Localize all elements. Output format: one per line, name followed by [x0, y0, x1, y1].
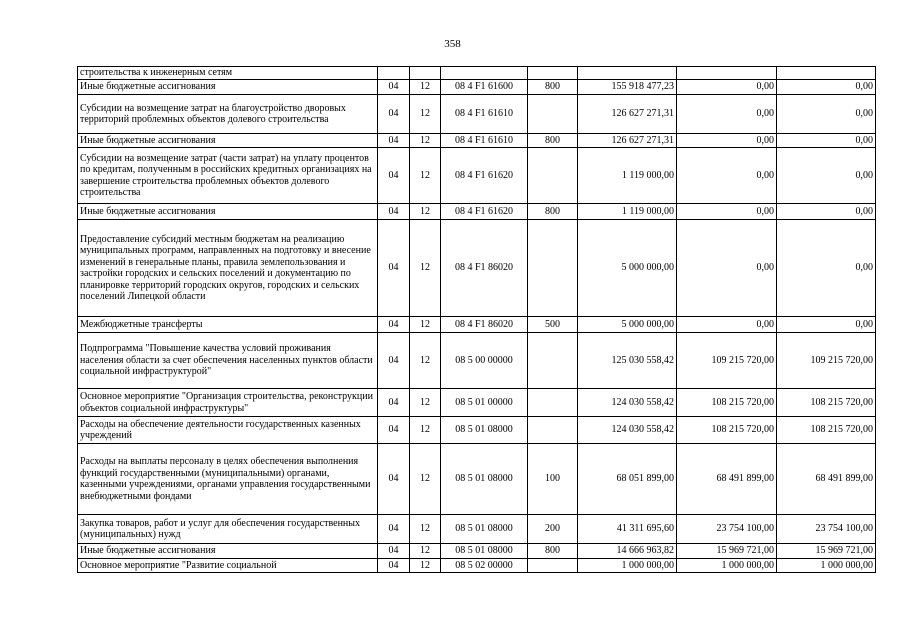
cell-sum-year-2: 0,00 — [677, 80, 777, 95]
cell-sum-year-3: 23 754 100,00 — [777, 515, 876, 544]
cell-name: Межбюджетные трансферты — [78, 317, 378, 333]
cell-section: 04 — [378, 134, 410, 148]
table-row — [78, 220, 876, 317]
cell-sum-year-2: 0,00 — [677, 317, 777, 333]
cell-target-article: 08 5 01 08000 — [441, 417, 528, 444]
cell-sum-year-3: 0,00 — [777, 80, 876, 95]
cell-name: Иные бюджетные ассигнования — [78, 134, 378, 148]
cell-name: Расходы на выплаты персоналу в целях обеспечения выполнения функций государственными (муниципальными) органами, казенными учреждениями, органами управления государственными внебюджетными фондами — [78, 444, 378, 515]
cell-name: Основное мероприятие "Развитие социальной — [78, 559, 378, 573]
cell-expense-type: 100 — [528, 444, 578, 515]
cell-sum-year-1: 14 666 963,82 — [578, 544, 677, 559]
cell-sum-year-2: 0,00 — [677, 134, 777, 148]
cell-target-article: 08 4 F1 86020 — [441, 317, 528, 333]
cell-expense-type: 500 — [528, 317, 578, 333]
cell-section: 04 — [378, 220, 410, 317]
cell-sum-year-1: 126 627 271,31 — [578, 134, 677, 148]
cell-sum-year-3: 0,00 — [777, 204, 876, 220]
cell-section: 04 — [378, 95, 410, 134]
cell-target-article: 08 5 02 00000 — [441, 559, 528, 573]
cell-sum-year-3: 0,00 — [777, 95, 876, 134]
cell-name: Расходы на обеспечение деятельности государственных казенных учреждений — [78, 417, 378, 444]
table-row — [78, 134, 876, 148]
cell-sum-year-2: 15 969 721,00 — [677, 544, 777, 559]
cell-subsection: 12 — [410, 134, 441, 148]
table-row — [78, 333, 876, 389]
table-row — [78, 515, 876, 544]
cell-section: 04 — [378, 389, 410, 417]
cell-expense-type: 800 — [528, 544, 578, 559]
cell-expense-type — [528, 559, 578, 573]
cell-name: Предоставление субсидий местным бюджетам на реализацию муниципальных программ, направленных на подготовку и внесение изменений в генеральные планы, правила землепользования и застройки городских и сельских поселений и документацию по планировке территорий городских округов, городских и сельских поселений Липецкой области — [78, 220, 378, 317]
cell-sum-year-1: 124 030 558,42 — [578, 417, 677, 444]
cell-target-article: 08 5 01 08000 — [441, 515, 528, 544]
cell-name: Субсидии на возмещение затрат на благоустройство дворовых территорий проблемных объектов долевого строительства — [78, 95, 378, 134]
table-row — [78, 389, 876, 417]
cell-subsection: 12 — [410, 444, 441, 515]
cell-subsection: 12 — [410, 544, 441, 559]
cell-expense-type — [528, 95, 578, 134]
cell-subsection: 12 — [410, 417, 441, 444]
cell-target-article: 08 4 F1 61610 — [441, 134, 528, 148]
cell-sum-year-3 — [777, 67, 876, 80]
table-row — [78, 80, 876, 95]
cell-target-article: 08 5 01 08000 — [441, 444, 528, 515]
cell-sum-year-3: 0,00 — [777, 148, 876, 204]
cell-name: Субсидии на возмещение затрат (части затрат) на уплату процентов по кредитам, полученным в российских кредитных организациях на завершение строительства проблемных объектов долевого строительства — [78, 148, 378, 204]
cell-sum-year-1: 1 119 000,00 — [578, 204, 677, 220]
table-row — [78, 317, 876, 333]
budget-table — [77, 66, 876, 573]
cell-expense-type: 800 — [528, 204, 578, 220]
cell-sum-year-1 — [578, 67, 677, 80]
cell-name: Иные бюджетные ассигнования — [78, 544, 378, 559]
cell-sum-year-3: 0,00 — [777, 134, 876, 148]
cell-sum-year-1: 5 000 000,00 — [578, 317, 677, 333]
cell-sum-year-2: 108 215 720,00 — [677, 417, 777, 444]
cell-subsection: 12 — [410, 148, 441, 204]
cell-sum-year-3: 1 000 000,00 — [777, 559, 876, 573]
cell-expense-type: 800 — [528, 134, 578, 148]
cell-section: 04 — [378, 444, 410, 515]
cell-sum-year-2: 0,00 — [677, 95, 777, 134]
cell-sum-year-2 — [677, 67, 777, 80]
cell-expense-type: 800 — [528, 80, 578, 95]
cell-sum-year-1: 5 000 000,00 — [578, 220, 677, 317]
cell-target-article: 08 4 F1 61610 — [441, 95, 528, 134]
cell-name: Иные бюджетные ассигнования — [78, 204, 378, 220]
cell-name: строительства к инженерным сетям — [78, 67, 378, 80]
table-row — [78, 444, 876, 515]
page-number: 358 — [444, 38, 461, 50]
table-row — [78, 559, 876, 573]
cell-sum-year-3: 108 215 720,00 — [777, 389, 876, 417]
cell-section: 04 — [378, 80, 410, 95]
cell-subsection — [410, 67, 441, 80]
cell-section — [378, 67, 410, 80]
cell-subsection: 12 — [410, 204, 441, 220]
cell-sum-year-1: 41 311 695,60 — [578, 515, 677, 544]
cell-sum-year-3: 0,00 — [777, 317, 876, 333]
table-row — [78, 204, 876, 220]
cell-section: 04 — [378, 317, 410, 333]
cell-name: Основное мероприятие "Организация строительства, реконструкции объектов социальной инфраструктуры" — [78, 389, 378, 417]
table-row — [78, 67, 876, 80]
cell-sum-year-1: 124 030 558,42 — [578, 389, 677, 417]
cell-target-article: 08 5 00 00000 — [441, 333, 528, 389]
cell-sum-year-1: 68 051 899,00 — [578, 444, 677, 515]
table-row — [78, 148, 876, 204]
cell-subsection: 12 — [410, 80, 441, 95]
cell-sum-year-2: 109 215 720,00 — [677, 333, 777, 389]
cell-expense-type — [528, 417, 578, 444]
cell-sum-year-2: 0,00 — [677, 148, 777, 204]
cell-sum-year-3: 109 215 720,00 — [777, 333, 876, 389]
cell-subsection: 12 — [410, 220, 441, 317]
cell-subsection: 12 — [410, 515, 441, 544]
cell-expense-type — [528, 67, 578, 80]
cell-sum-year-3: 15 969 721,00 — [777, 544, 876, 559]
cell-expense-type — [528, 389, 578, 417]
cell-section: 04 — [378, 544, 410, 559]
cell-sum-year-3: 108 215 720,00 — [777, 417, 876, 444]
cell-subsection: 12 — [410, 389, 441, 417]
cell-section: 04 — [378, 417, 410, 444]
cell-sum-year-2: 108 215 720,00 — [677, 389, 777, 417]
table-row — [78, 95, 876, 134]
cell-name: Иные бюджетные ассигнования — [78, 80, 378, 95]
cell-sum-year-1: 155 918 477,23 — [578, 80, 677, 95]
table-row — [78, 417, 876, 444]
cell-subsection: 12 — [410, 95, 441, 134]
cell-target-article: 08 4 F1 61620 — [441, 204, 528, 220]
cell-sum-year-2: 0,00 — [677, 220, 777, 317]
cell-sum-year-1: 1 119 000,00 — [578, 148, 677, 204]
cell-target-article: 08 5 01 08000 — [441, 544, 528, 559]
cell-sum-year-2: 68 491 899,00 — [677, 444, 777, 515]
cell-name: Подпрограмма "Повышение качества условий проживания населения области за счет обеспечения населенных пунктов области социальной инфраструктурой" — [78, 333, 378, 389]
cell-expense-type — [528, 220, 578, 317]
cell-subsection: 12 — [410, 559, 441, 573]
cell-sum-year-2: 23 754 100,00 — [677, 515, 777, 544]
cell-section: 04 — [378, 333, 410, 389]
cell-target-article — [441, 67, 528, 80]
cell-expense-type — [528, 333, 578, 389]
cell-target-article: 08 4 F1 61600 — [441, 80, 528, 95]
cell-target-article: 08 5 01 00000 — [441, 389, 528, 417]
cell-sum-year-2: 0,00 — [677, 204, 777, 220]
cell-subsection: 12 — [410, 317, 441, 333]
cell-target-article: 08 4 F1 86020 — [441, 220, 528, 317]
cell-sum-year-2: 1 000 000,00 — [677, 559, 777, 573]
cell-sum-year-1: 1 000 000,00 — [578, 559, 677, 573]
cell-sum-year-1: 125 030 558,42 — [578, 333, 677, 389]
table-row — [78, 544, 876, 559]
cell-section: 04 — [378, 559, 410, 573]
cell-subsection: 12 — [410, 333, 441, 389]
cell-section: 04 — [378, 515, 410, 544]
cell-section: 04 — [378, 204, 410, 220]
cell-name: Закупка товаров, работ и услуг для обеспечения государственных (муниципальных) нужд — [78, 515, 378, 544]
cell-expense-type — [528, 148, 578, 204]
cell-expense-type: 200 — [528, 515, 578, 544]
cell-target-article: 08 4 F1 61620 — [441, 148, 528, 204]
cell-sum-year-3: 68 491 899,00 — [777, 444, 876, 515]
cell-section: 04 — [378, 148, 410, 204]
cell-sum-year-3: 0,00 — [777, 220, 876, 317]
cell-sum-year-1: 126 627 271,31 — [578, 95, 677, 134]
